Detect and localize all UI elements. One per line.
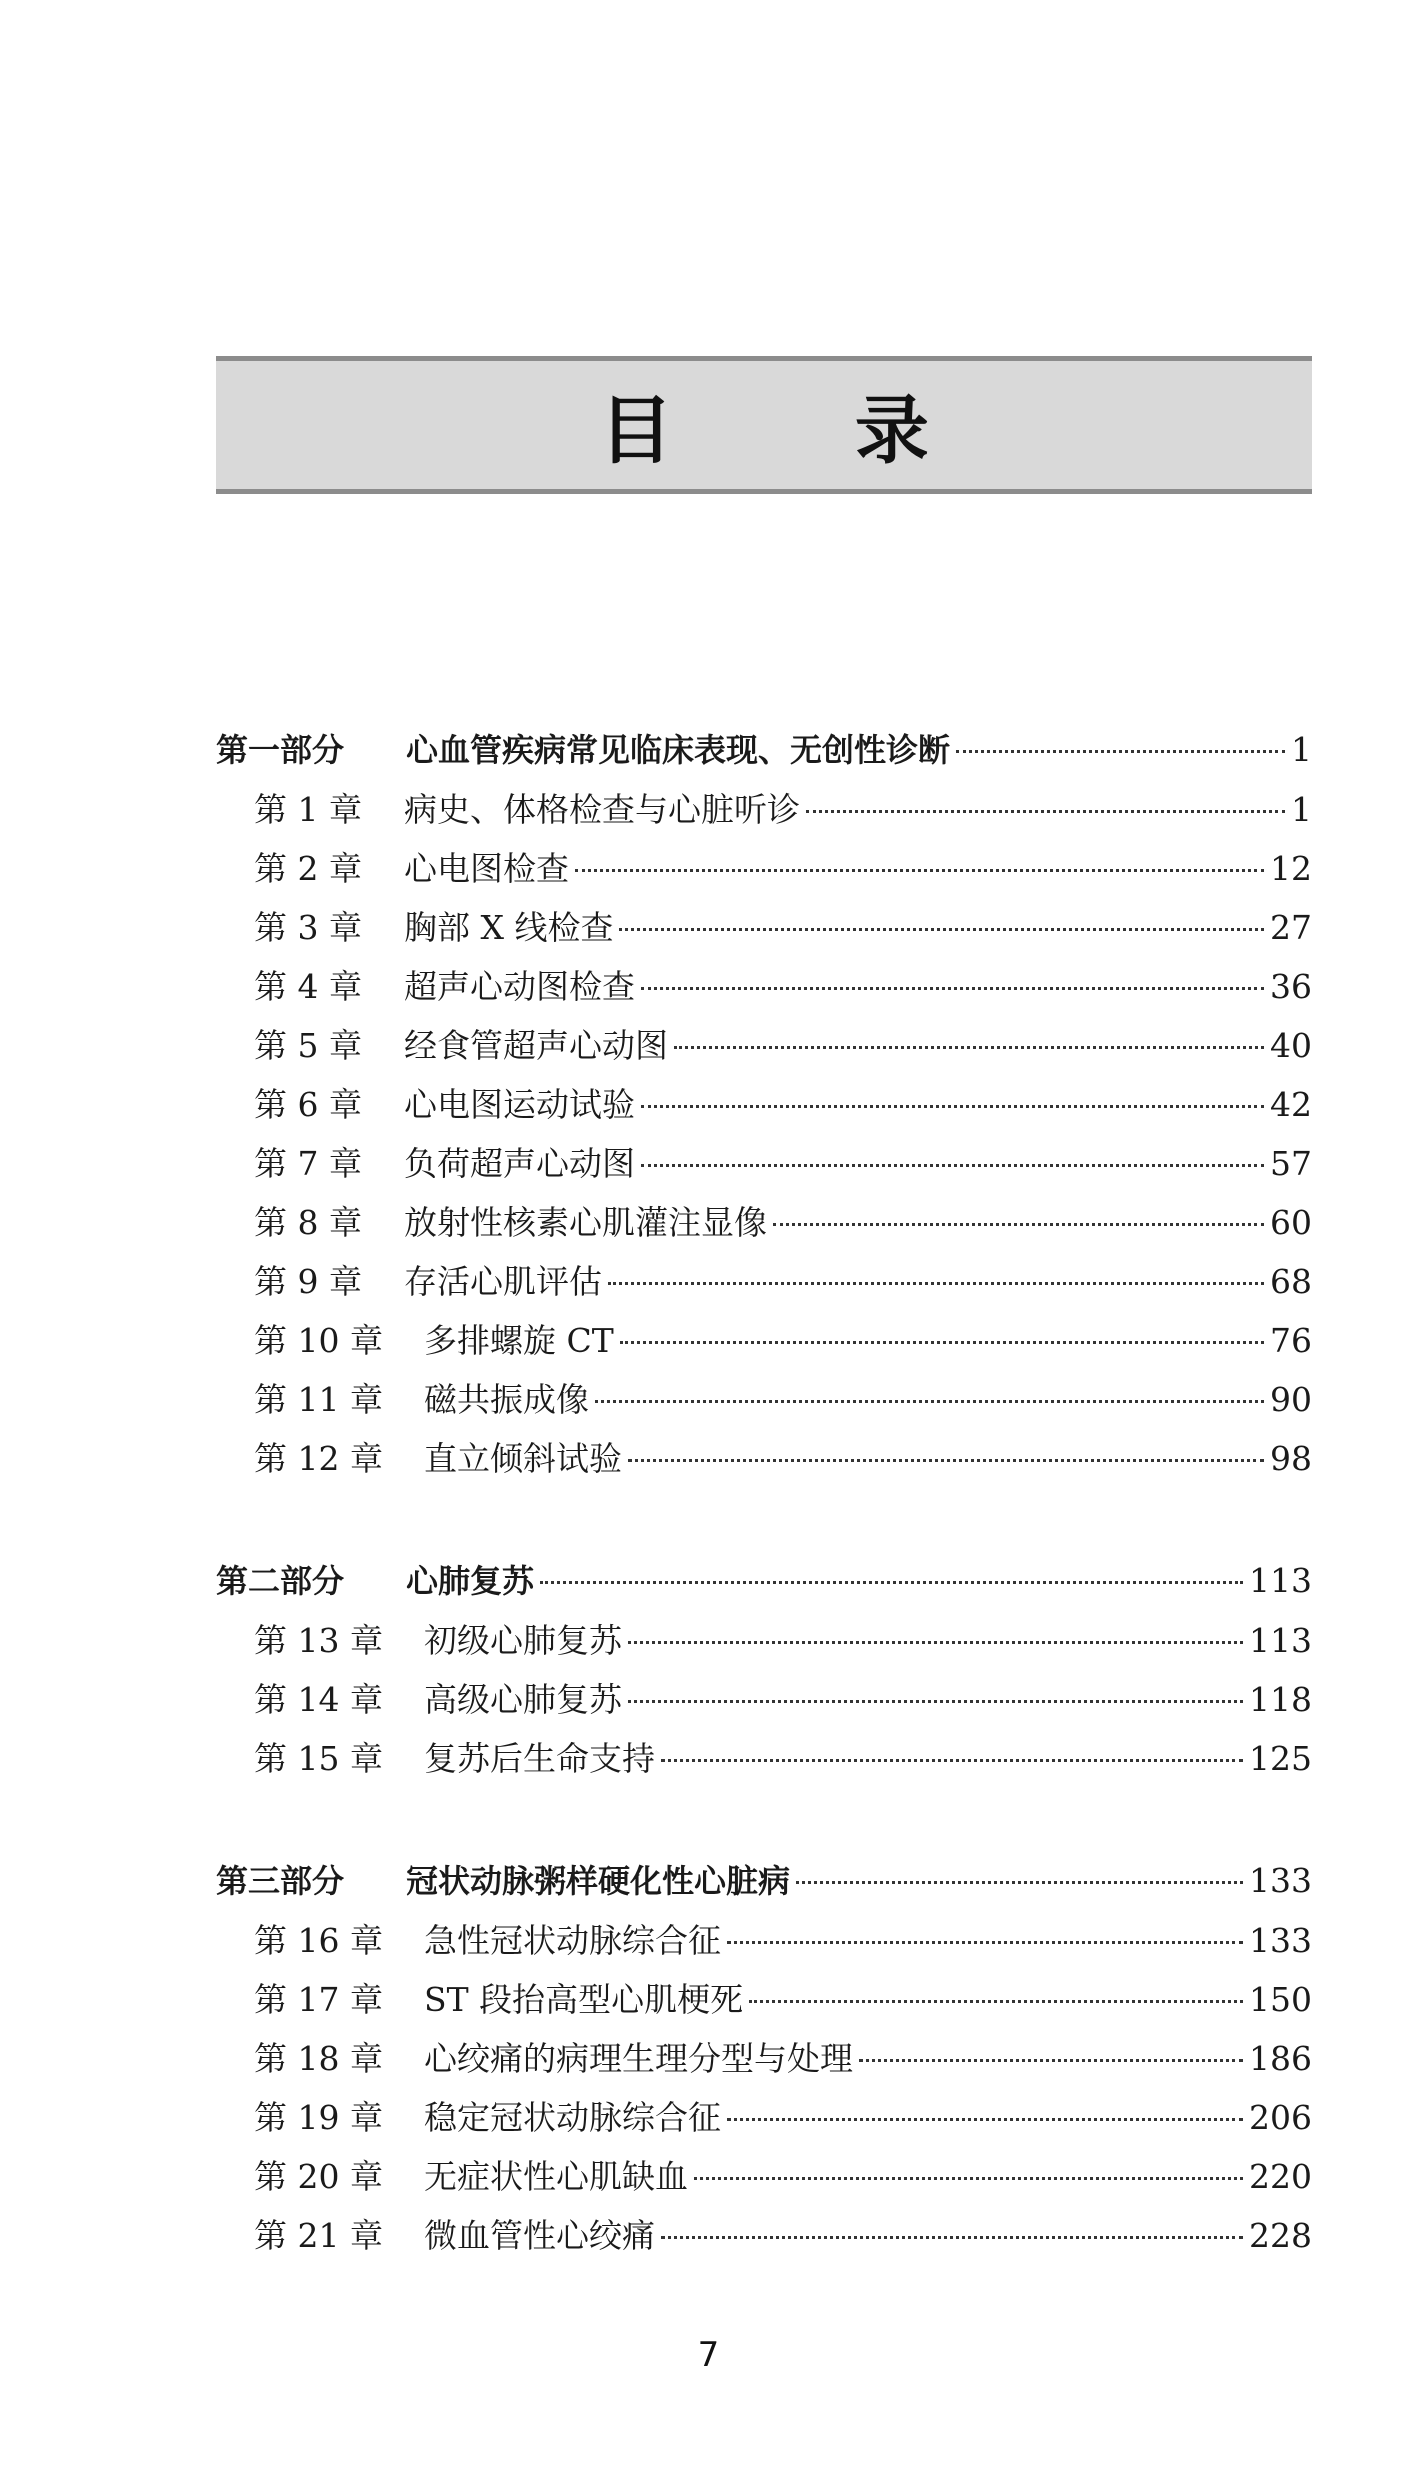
page-ref: 1 [1291,790,1312,829]
toc-chapter-row[interactable] [216,1974,1312,2033]
chapter-title: 直立倾斜试验 [424,1439,622,1478]
dot-leader [674,1046,1264,1049]
dot-leader [540,1581,1243,1584]
dot-leader [641,987,1264,990]
page-ref: 12 [1270,849,1312,888]
dot-leader [661,2236,1243,2239]
dot-leader [773,1223,1264,1226]
chapter-label: 第 17 章 [254,1980,383,2019]
part-label: 第一部分 [216,731,345,769]
chapter-title: 稳定冠状动脉综合征 [424,2098,721,2137]
toc-chapter-row[interactable] [216,1374,1312,1433]
chapter-title: 病史、体格检查与心脏听诊 [404,790,800,829]
dot-leader [796,1881,1243,1884]
toc-chapter-row[interactable] [216,2210,1312,2269]
page-ref: 68 [1270,1262,1312,1301]
page-ref: 133 [1249,1861,1312,1900]
page-ref: 220 [1249,2157,1312,2196]
page-number: 7 [697,2335,720,2375]
chapter-title: 无症状性心肌缺血 [424,2157,688,2196]
toc-chapter-row[interactable] [216,1674,1312,1733]
page-ref: 98 [1270,1439,1312,1478]
page-ref: 150 [1249,1980,1312,2019]
chapter-title: 多排螺旋 CT [424,1321,614,1360]
chapter-label: 第 12 章 [254,1439,383,1478]
chapter-label: 第 2 章 [254,849,362,888]
chapter-title: 急性冠状动脉综合征 [424,1921,721,1960]
chapter-label: 第 10 章 [254,1321,383,1360]
toc-chapter-row[interactable] [216,961,1312,1020]
toc-part-row[interactable] [216,1556,1312,1615]
chapter-title: 微血管性心绞痛 [424,2216,655,2255]
dot-leader [641,1164,1264,1167]
page-ref: 90 [1270,1380,1312,1419]
page-ref: 113 [1249,1561,1312,1600]
page-ref: 186 [1249,2039,1312,2078]
toc-chapter-row[interactable] [216,1915,1312,1974]
chapter-title: 心电图运动试验 [404,1085,635,1124]
toc-chapter-row[interactable] [216,1615,1312,1674]
page-ref: 113 [1249,1621,1312,1660]
chapter-title: ST 段抬高型心肌梗死 [424,1980,744,2019]
chapter-label: 第 20 章 [254,2157,383,2196]
table-of-contents [216,725,1312,2269]
chapter-label: 第 15 章 [254,1739,383,1778]
page-ref: 133 [1249,1921,1312,1960]
page-ref: 206 [1249,2098,1312,2137]
part-label: 第二部分 [216,1562,345,1600]
page-ref: 57 [1270,1144,1312,1183]
toc-chapter-row[interactable] [216,1138,1312,1197]
dot-leader [608,1282,1264,1285]
page-ref: 42 [1270,1085,1312,1124]
chapter-label: 第 11 章 [254,1380,383,1419]
toc-chapter-row[interactable] [216,843,1312,902]
dot-leader [575,869,1264,872]
chapter-title: 初级心肺复苏 [424,1621,622,1660]
chapter-label: 第 13 章 [254,1621,383,1660]
toc-part-row[interactable] [216,725,1312,784]
section-gap [216,1792,1312,1856]
toc-part-row[interactable] [216,1856,1312,1915]
chapter-label: 第 1 章 [254,790,362,829]
dot-leader [628,1459,1264,1462]
dot-leader [620,1341,1264,1344]
dot-leader [859,2059,1243,2062]
dot-leader [595,1400,1264,1403]
chapter-title: 磁共振成像 [424,1380,589,1419]
toc-chapter-row[interactable] [216,2151,1312,2210]
toc-chapter-row[interactable] [216,1315,1312,1374]
toc-title-band [216,356,1312,494]
toc-chapter-row[interactable] [216,1433,1312,1492]
dot-leader [619,928,1264,931]
chapter-label: 第 14 章 [254,1680,383,1719]
chapter-title: 超声心动图检查 [404,967,635,1006]
toc-chapter-row[interactable] [216,1197,1312,1256]
toc-chapter-row[interactable] [216,2092,1312,2151]
toc-chapter-row[interactable] [216,1020,1312,1079]
page-ref: 76 [1270,1321,1312,1360]
dot-leader [641,1105,1264,1108]
toc-chapter-row[interactable] [216,1256,1312,1315]
page-ref: 1 [1291,730,1312,769]
chapter-label: 第 4 章 [254,967,362,1006]
page-ref: 60 [1270,1203,1312,1242]
page-ref: 125 [1249,1739,1312,1778]
dot-leader [727,2118,1243,2121]
dot-leader [806,810,1285,813]
page-ref: 40 [1270,1026,1312,1065]
chapter-title: 高级心肺复苏 [424,1680,622,1719]
chapter-title: 经食管超声心动图 [404,1026,668,1065]
toc-chapter-row[interactable] [216,902,1312,961]
chapter-title: 胸部 X 线检查 [404,908,614,947]
toc-chapter-row[interactable] [216,2033,1312,2092]
chapter-title: 复苏后生命支持 [424,1739,655,1778]
chapter-title: 存活心肌评估 [404,1262,602,1301]
dot-leader [628,1700,1243,1703]
page-ref: 228 [1249,2216,1312,2255]
page-ref: 36 [1270,967,1312,1006]
chapter-label: 第 19 章 [254,2098,383,2137]
dot-leader [694,2177,1243,2180]
chapter-label: 第 16 章 [254,1921,383,1960]
dot-leader [661,1759,1243,1762]
chapter-label: 第 5 章 [254,1026,362,1065]
toc-chapter-row[interactable] [216,1733,1312,1792]
chapter-label: 第 3 章 [254,908,362,947]
toc-chapter-row[interactable] [216,1079,1312,1138]
chapter-label: 第 8 章 [254,1203,362,1242]
chapter-label: 第 7 章 [254,1144,362,1183]
page-ref: 27 [1270,908,1312,947]
dot-leader [749,2000,1243,2003]
chapter-title: 心绞痛的病理生理分型与处理 [424,2039,853,2078]
toc-chapter-row[interactable] [216,784,1312,843]
chapter-label: 第 18 章 [254,2039,383,2078]
chapter-title: 负荷超声心动图 [404,1144,635,1183]
part-title: 冠状动脉粥样硬化性心脏病 [406,1862,791,1900]
dot-leader [727,1941,1243,1944]
chapter-label: 第 9 章 [254,1262,362,1301]
chapter-title: 心电图检查 [404,849,569,888]
page-ref: 118 [1249,1680,1312,1719]
chapter-title: 放射性核素心肌灌注显像 [404,1203,767,1242]
part-title: 心血管疾病常见临床表现、无创性诊断 [406,731,951,769]
part-title: 心肺复苏 [406,1562,535,1600]
page-title: 目 录 [599,388,1007,474]
section-gap [216,1492,1312,1556]
chapter-label: 第 21 章 [254,2216,383,2255]
part-label: 第三部分 [216,1862,345,1900]
chapter-label: 第 6 章 [254,1085,362,1124]
dot-leader [628,1641,1243,1644]
dot-leader [956,750,1285,753]
